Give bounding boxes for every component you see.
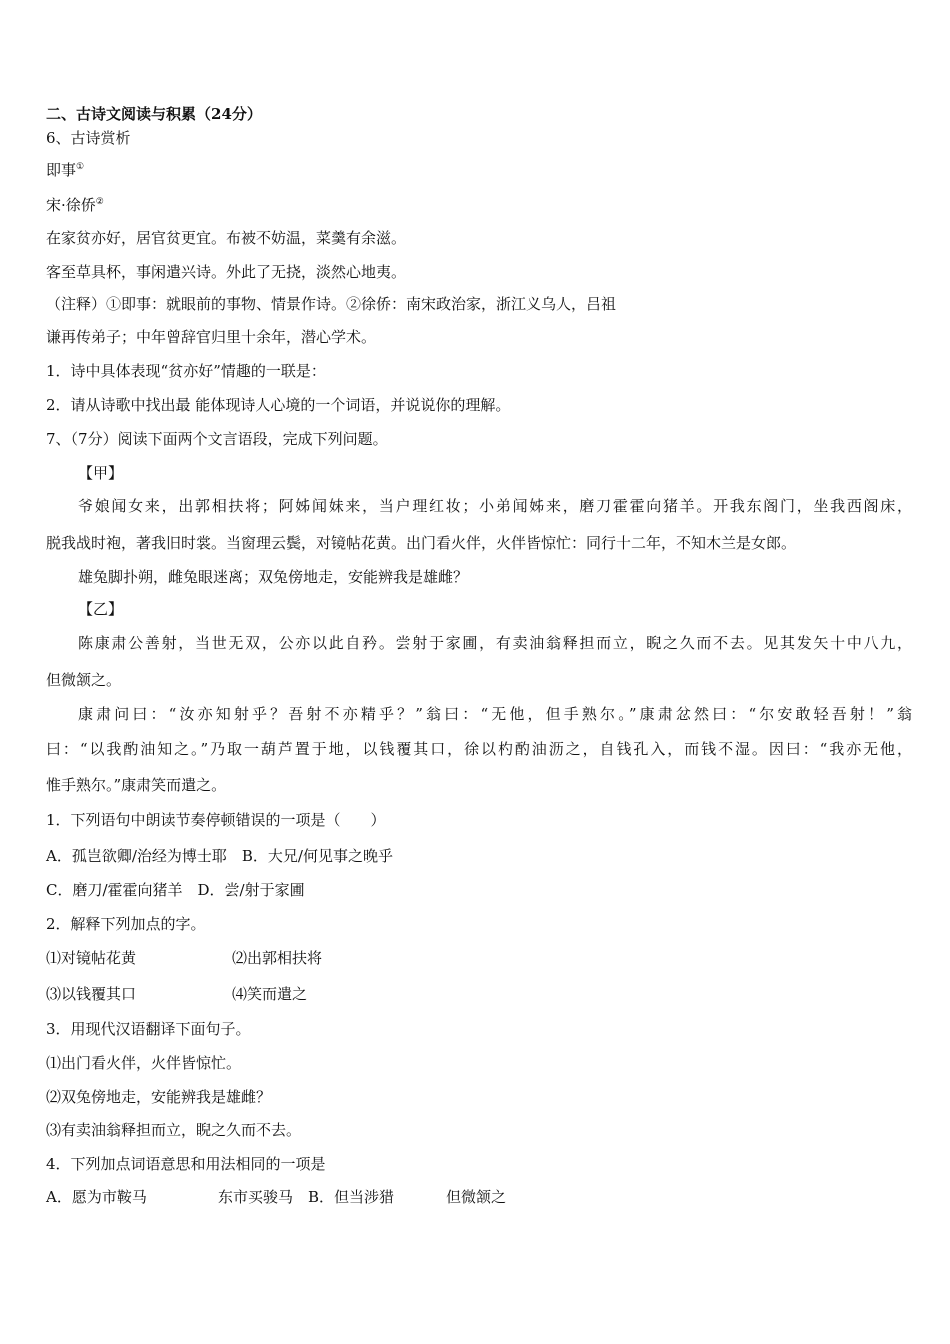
- q7-sq2-row-2: [46, 984, 446, 1004]
- q7-sq1-options-ab: A．孤岂欲卿/治经为博士耶 B．大兄/何见事之晚乎: [46, 847, 393, 865]
- poem-line-2: 客至草具杯，事闲遣兴诗。外此了无挠，淡然心地夷。: [46, 263, 407, 281]
- q7-subquestion-1: 1．下列语句中朗读节奏停顿错误的一项是（ ）: [46, 811, 386, 829]
- passage-jia-line-1: 爷娘闻女来，出郭相扶将；阿姊闻妹来，当户理红妆；小弟闻姊来，磨刀霍霍向猪羊。开我东阁门，坐我西阁床，: [78, 497, 912, 515]
- poem-title-note: ①: [76, 162, 85, 172]
- passage-yi-line-5: 惟手熟尔。”康肃笑而遣之。: [46, 776, 227, 794]
- passage-yi-line-1: 陈康肃公善射，当世无双，公亦以此自矜。尝射于家圃，有卖油翁释担而立，睨之久而不去。见其发矢十中八九，: [78, 634, 912, 652]
- q7-sq4-option-b2: 但微颔之: [446, 1188, 507, 1206]
- q7-sq4-option-a1: A．愿为市鞍马: [46, 1188, 147, 1206]
- q7-sq3-item-1: ⑴出门看火伴，火伴皆惊忙。: [46, 1054, 242, 1072]
- poem-notes-line-2: 谦再传弟子；中年曾辞官归里十余年，潜心学术。: [46, 328, 377, 346]
- poem-line-1: 在家贫亦好，居官贫更宜。布被不妨温，菜羹有余滋。: [46, 229, 407, 247]
- passage-yi-line-4: 曰：“以我酌油知之。”乃取一葫芦置于地，以钱覆其口，徐以杓酌油沥之，自钱孔入，而钱不湿。因曰：“我亦无他，: [46, 740, 912, 758]
- poem-author-text: 宋·徐侨: [46, 196, 96, 214]
- passage-yi-line-3: 康肃问曰：“汝亦知射乎？吾射不亦精乎？”翁曰：“无他，但手熟尔。”康肃忿然曰：“尔安敢轻吾射！”翁: [78, 705, 912, 723]
- passage-yi-label: 【乙】: [78, 600, 124, 618]
- q6-label: 6、古诗赏析: [46, 129, 131, 147]
- q7-sq2-item-4: ⑷笑而遣之: [232, 985, 308, 1003]
- passage-jia-line-3: 雄兔脚扑朔，雌兔眼迷离；双兔傍地走，安能辨我是雄雌？: [78, 568, 469, 586]
- q7-sq2-item-1: ⑴对镜帖花黄: [46, 949, 137, 967]
- q7-sq4-option-a2: 东市买骏马 B．但当涉猎: [218, 1188, 395, 1206]
- section-heading: 二、古诗文阅读与积累（24分）: [46, 105, 262, 123]
- passage-yi-line-2: 但微颔之。: [46, 671, 122, 689]
- q7-subquestion-3: 3．用现代汉语翻译下面句子。: [46, 1020, 251, 1038]
- q7-label: 7、（7分）阅读下面两个文言语段，完成下列问题。: [46, 430, 388, 448]
- passage-jia-label: 【甲】: [78, 464, 124, 482]
- poem-author: [46, 195, 104, 215]
- poem-title: [46, 160, 84, 180]
- q7-sq2-item-3: ⑶以钱覆其口: [46, 985, 137, 1003]
- q7-sq4-options: [46, 1187, 566, 1207]
- poem-title-text: 即事: [46, 161, 77, 179]
- q7-sq3-item-2: ⑵双兔傍地走，安能辨我是雄雌？: [46, 1088, 272, 1106]
- poem-notes-line-1: （注释）①即事：就眼前的事物、情景作诗。②徐侨：南宋政治家，浙江义乌人，吕祖: [46, 295, 617, 313]
- passage-jia-line-2: 脱我战时袍，著我旧时裳。当窗理云鬓，对镜帖花黄。出门看火伴，火伴皆惊忙：同行十二年，不知木兰是女郎。: [46, 534, 797, 552]
- poem-author-note: ②: [95, 197, 104, 207]
- q7-sq3-item-3: ⑶有卖油翁释担而立，睨之久而不去。: [46, 1121, 302, 1139]
- q7-subquestion-2: 2．解释下列加点的字。: [46, 915, 206, 933]
- q7-sq2-item-2: ⑵出郭相扶将: [232, 949, 323, 967]
- q7-sq1-options-cd: C．磨刀/霍霍向猪羊 D．尝/射于家圃: [46, 881, 305, 899]
- q7-subquestion-4: 4．下列加点词语意思和用法相同的一项是: [46, 1155, 326, 1173]
- q6-question-2: 2．请从诗歌中找出最 能体现诗人心境的一个词语，并说说你的理解。: [46, 396, 511, 414]
- q7-sq2-row-1: [46, 948, 446, 968]
- q6-question-1: 1．诗中具体表现“贫亦好”情趣的一联是：: [46, 362, 326, 380]
